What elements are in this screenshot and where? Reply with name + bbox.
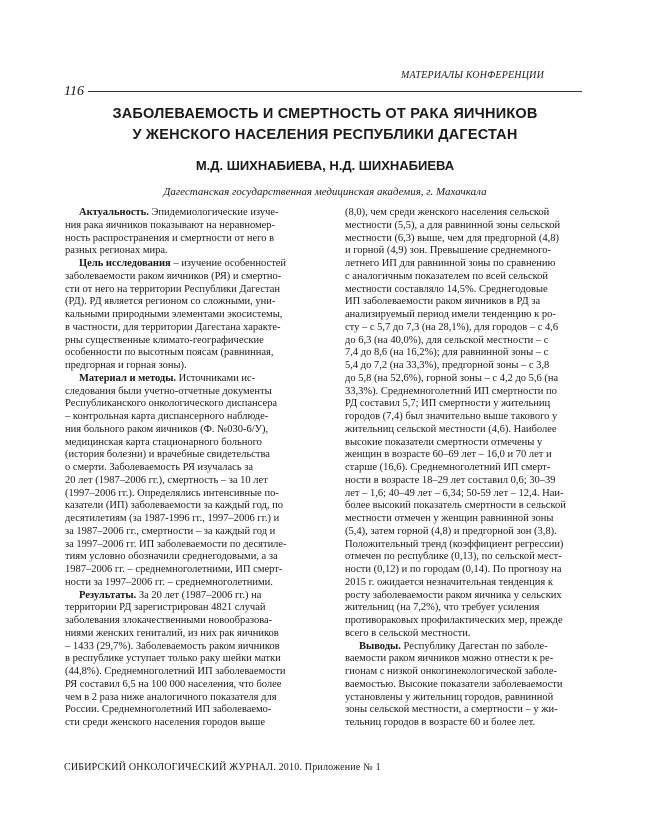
heading-results: Результаты. (79, 589, 137, 601)
paragraph-results (65, 590, 297, 730)
article-authors: М.Д. ШИХНАБИЕВА, Н.Д. ШИХНАБИЕВА (195, 158, 455, 173)
left-column (65, 207, 297, 730)
text-methods: Источниками ис- следования были учетно-отчетные документы Республиканского онкологического диспансера – контрольная карта диспансерного наблюде- ния больного раком яичников (Ф. №030-6/У), медицинская карта стационарного больного (история болезни) и врачебные свидетельства о смерти. Заболеваемость РЯ изучалась за 20 лет (1987–2006 гг.), смертность – за 10 лет (1997–2006 гг.). Определялись интенсивные по- казатели (ИП) заболеваемости за каждый год, по десятилетиям (за 1987-1996 гг., 1997–2006 гг.) и за 1987–2006 гг., смертности – за каждый год и за 1997–2006 гг. ИП заболеваемости по десятиле- тиям условно обозначили среднегодовыми, а за 1987–2006 гг. – среднемноголетними, ИП смерт- ности за 1997–2006 гг. – среднемноголетними. (65, 372, 287, 588)
article-title-line-1: ЗАБОЛЕВАЕМОСТЬ И СМЕРТНОСТЬ ОТ РАКА ЯИЧНИКОВ (112, 106, 538, 122)
article-title (70, 104, 580, 146)
paragraph-conclusions (345, 641, 577, 730)
heading-aim: Цель исследования (79, 258, 171, 269)
text-aim: – изучение особенностей заболеваемости раком яичников (РЯ) и смертно- сти от него на территории Республики Дагестан (РД). РД является регионом со сложными, уни- кальными природными элементами экосистемы, в частности, для территории Дагестана характе- рны существенные климато-географические особенности по высотным поясам (равнинная, предгорная и горная зоны). (65, 258, 287, 371)
paragraph-methods (65, 373, 297, 590)
heading-relevance: Актуальность. (79, 207, 149, 218)
page-number: 116 (64, 84, 84, 99)
article-affiliation: Дагестанская государственная медицинская академия, г. Махачкала (163, 186, 487, 198)
header-rule (88, 91, 582, 92)
paragraph-relevance (65, 207, 297, 258)
paragraph-aim (65, 258, 297, 373)
journal-footer: СИБИРСКИЙ ОНКОЛОГИЧЕСКИЙ ЖУРНАЛ. 2010. Приложение № 1 (64, 762, 381, 773)
heading-methods: Материал и методы. (79, 372, 177, 384)
heading-conclusions: Выводы. (359, 640, 401, 652)
paragraph-results-continued: (8,0), чем среди женского населения сельской местности (5,5), а для равнинной зоны сельской местности (6,3) выше, чем для предгорной (4,8) и горной (4,9) зон. Превышение среднемного- летнего ИП для равнинной зоны по сравнению с аналогичным показателем по всей сельской местности составляло 14,5%. Среднегодовые ИП заболеваемости раком яичников в РД за анализируемый период имели тенденцию к ро- сту – с 5,7 до 7,3 (на 28,1%), для городов – с 4,6 до 6,3 (на 40,0%), для сельской местности – с 7,4 до 8,6 (на 16,2%); для равнинной зоны – с 5,4 до 7,2 (на 33,3%), предгорной зоны – с 3,8 до 5,8 (на 52,6%), горной зоны – с 4,2 до 5,6 (на 33,3%). Среднемноголетний ИП смертности по РД составил 5,7; ИП смертности у жительниц городов (7,4) был значительно выше такового у жительниц сельской местности (4,6). Наиболее высокие показатели смертности отмечены у женщин в возрасте 60–69 лет – 16,0 и 70 лет и старше (16,6). Среднемноголетний ИП смерт- ности в возрасте 18–29 лет составил 0,6; 30–39 лет – 1,6; 40–49 лет – 6,34; 50-59 лет – 12,4. Наи- более высокий показатель смертности в сельской местности отмечен у женщин равнинной зоны (5,4), затем горной (4,8) и предгорной зон (3,8). Положительный тренд (коэффициент регрессии) отмечен по республике (0,13), по сельской мест- ности (0,12) и по городам (0,14). По прогнозу на 2015 г. ожидается незначительная тенденция к росту заболеваемости раком яичника у сельских жительниц (на 7,2%), что требует усиления противораковых профилактических мер, прежде всего в сельской местности. (345, 207, 566, 639)
article-title-line-2: У ЖЕНСКОГО НАСЕЛЕНИЯ РЕСПУБЛИКИ ДАГЕСТАН (132, 127, 518, 143)
text-relevance: Эпидемиологические изуче- ния рака яичников показывают на неравномер- ность распространения и смертности от него в разных регионах мира. (65, 207, 279, 257)
running-head: МАТЕРИАЛЫ КОНФЕРЕНЦИИ (400, 70, 544, 81)
text-conclusions: Республику Дагестан по заболе- ваемости раком яичников можно отнести к ре- гионам с низкой онкогинекологической заболе- ваемостью. Высокие показатели заболеваемости установлены у жительниц городов, равнинной зоны сельской местности, а смертности – у жи- тельниц городов в возрасте 60 и более лет. (345, 640, 563, 728)
right-column (345, 207, 577, 730)
text-results: За 20 лет (1987–2006 гг.) на территории РД зарегистрирован 4821 случай заболевания злокачественными новообразова- ниями женских гениталий, из них рак яичников – 1433 (29,7%). Заболеваемость раком яичников в республике уступает только раку шейки матки (44,8%). Среднемноголетний ИП заболеваемости РЯ составил 6,5 на 100 000 населения, что более чем в 2 раза ниже аналогичного показателя для России. Среднемноголетний ИП заболеваемо- сти среди женского населения городов выше (65, 589, 286, 728)
